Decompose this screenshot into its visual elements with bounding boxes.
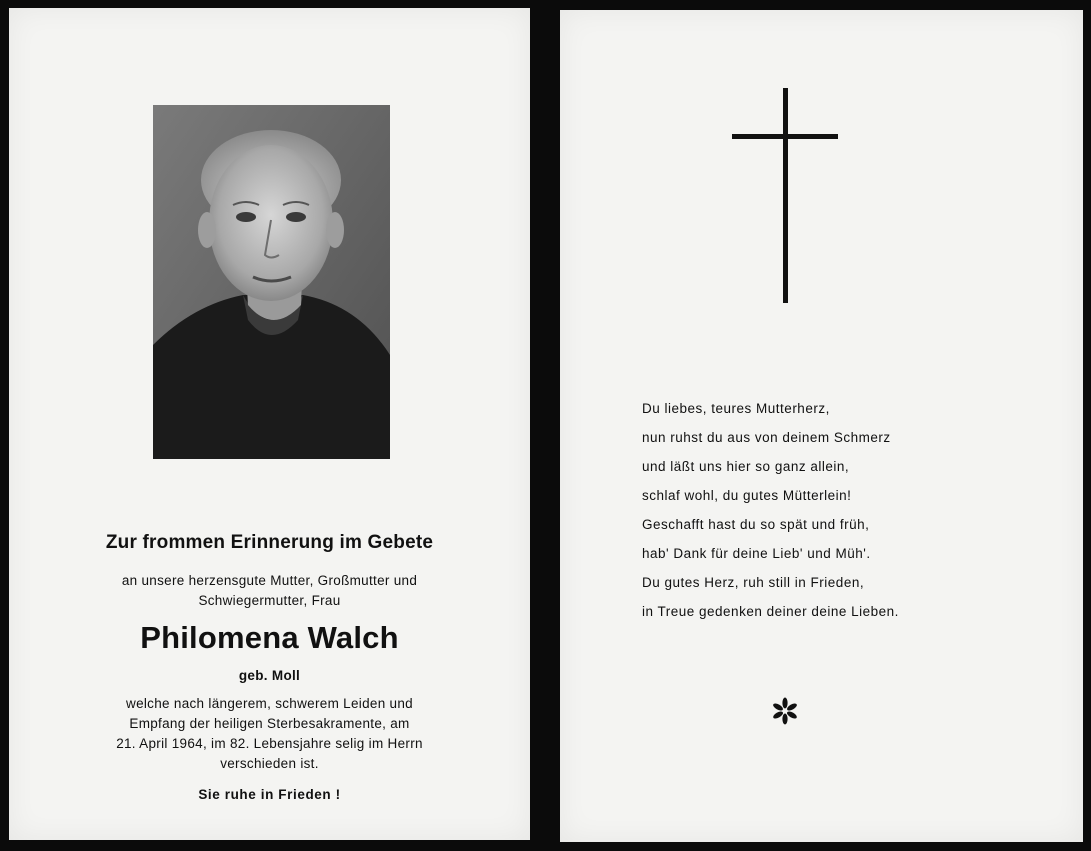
obituary-text xyxy=(69,694,470,774)
memorial-poem xyxy=(642,394,1062,626)
poem-line: und läßt uns hier so ganz allein, xyxy=(642,459,850,474)
poem-line: Du liebes, teures Mutterherz, xyxy=(642,401,830,416)
dedication-text xyxy=(9,571,530,611)
poem-line: hab' Dank für deine Lieb' und Müh'. xyxy=(642,546,871,561)
flower-ornament-icon xyxy=(770,696,800,726)
maiden-name: geb. Moll xyxy=(238,668,301,683)
closing-blessing: Sie ruhe in Frieden ! xyxy=(198,787,341,802)
front-card xyxy=(9,8,530,840)
card-heading: Zur frommen Erinnerung im Gebete xyxy=(105,532,434,553)
card-divider xyxy=(530,0,560,851)
obituary-line: Empfang der heiligen Sterbesakramente, am xyxy=(129,716,410,731)
poem-line: nun ruhst du aus von deinem Schmerz xyxy=(642,430,891,445)
poem-line: Geschafft hast du so spät und früh, xyxy=(642,517,870,532)
deceased-name: Philomena Walch xyxy=(140,620,399,655)
poem-line: schlaf wohl, du gutes Mütterlein! xyxy=(642,488,852,503)
obituary-line: 21. April 1964, im 82. Lebensjahre selig im Herrn xyxy=(116,736,423,751)
obituary-line: verschieden ist. xyxy=(220,756,319,771)
dedication-line: Schwiegermutter, Frau xyxy=(198,593,341,608)
poem-line: in Treue gedenken deiner deine Lieben. xyxy=(642,604,899,619)
obituary-line: welche nach längerem, schwerem Leiden und xyxy=(126,696,413,711)
dedication-line: an unsere herzensgute Mutter, Großmutter und xyxy=(121,573,418,588)
back-card xyxy=(560,10,1083,842)
portrait-photo xyxy=(153,105,390,459)
poem-line: Du gutes Herz, ruh still in Frieden, xyxy=(642,575,865,590)
cross-icon xyxy=(732,88,838,303)
